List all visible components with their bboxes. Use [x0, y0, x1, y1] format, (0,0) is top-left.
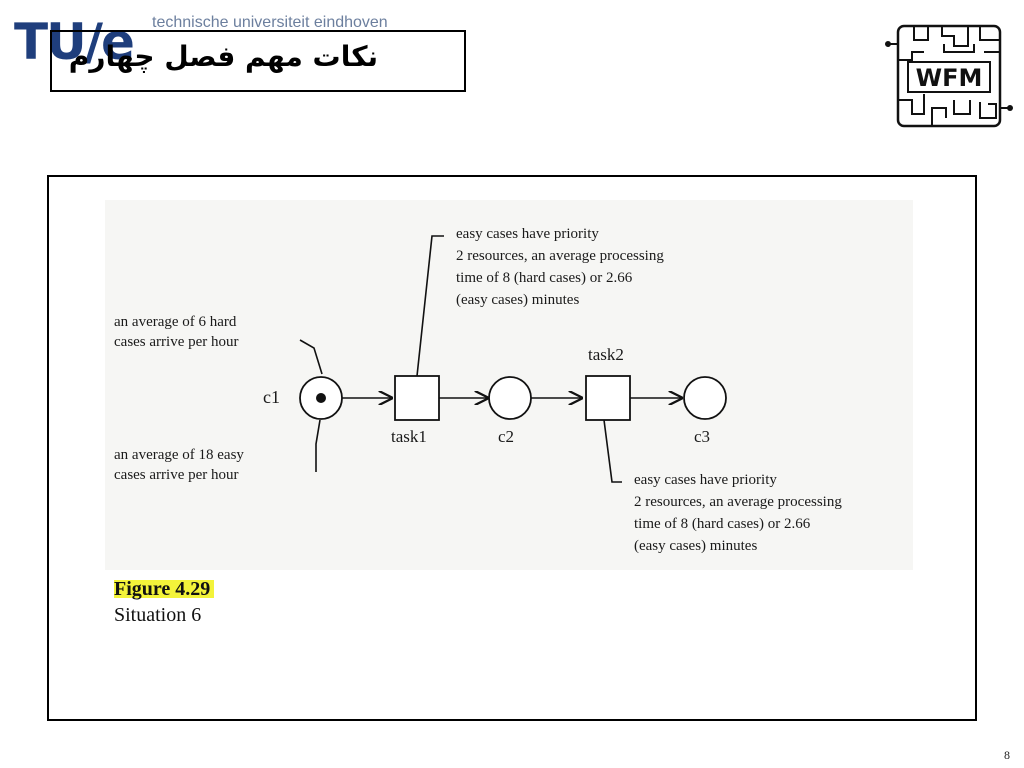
easy-arrivals-leader	[316, 420, 320, 472]
task1-note-line3: time of 8 (hard cases) or 2.66	[456, 270, 633, 286]
figure-subtitle: Situation 6	[114, 604, 202, 626]
figure-number: Figure 4.29	[114, 578, 214, 600]
place-c1-token	[316, 393, 326, 403]
tue-logo-mark: TU/e	[14, 13, 133, 71]
wfm-logo-text: WFM	[915, 64, 983, 92]
figure-caption	[114, 576, 214, 628]
transition-task2-label: task2	[588, 345, 624, 364]
place-c2	[489, 377, 531, 419]
task2-note-line4: (easy cases) minutes	[634, 538, 758, 554]
transition-task2	[586, 376, 630, 420]
task2-note-line2: 2 resources, an average processing	[634, 494, 842, 510]
hard-arrivals-label-line1: an average of 6 hard	[114, 314, 237, 330]
easy-arrivals-label-line1: an average of 18 easy	[114, 447, 244, 463]
place-c1-label: c1	[263, 387, 280, 407]
task1-note-leader	[417, 236, 444, 376]
task1-note-line4: (easy cases) minutes	[456, 292, 580, 308]
university-name: technische universiteit eindhoven	[152, 14, 388, 31]
task2-note-line1: easy cases have priority	[634, 472, 777, 488]
task1-note-line1: easy cases have priority	[456, 226, 599, 242]
task1-note-line2: 2 resources, an average processing	[456, 248, 664, 264]
easy-arrivals-label-line2: cases arrive per hour	[114, 467, 239, 483]
transition-task1	[395, 376, 439, 420]
page-number: 8	[1004, 748, 1010, 762]
task2-note-leader	[604, 420, 622, 482]
task2-note-line3: time of 8 (hard cases) or 2.66	[634, 516, 811, 532]
place-c3-label: c3	[694, 427, 711, 446]
hard-arrivals-label-line2: cases arrive per hour	[114, 334, 239, 350]
hard-arrivals-leader	[300, 340, 322, 374]
slide-title: نکات مهم فصل چهارم	[68, 40, 378, 73]
place-c2-label: c2	[498, 427, 515, 446]
transition-task1-label: task1	[391, 427, 427, 446]
place-c3	[684, 377, 726, 419]
